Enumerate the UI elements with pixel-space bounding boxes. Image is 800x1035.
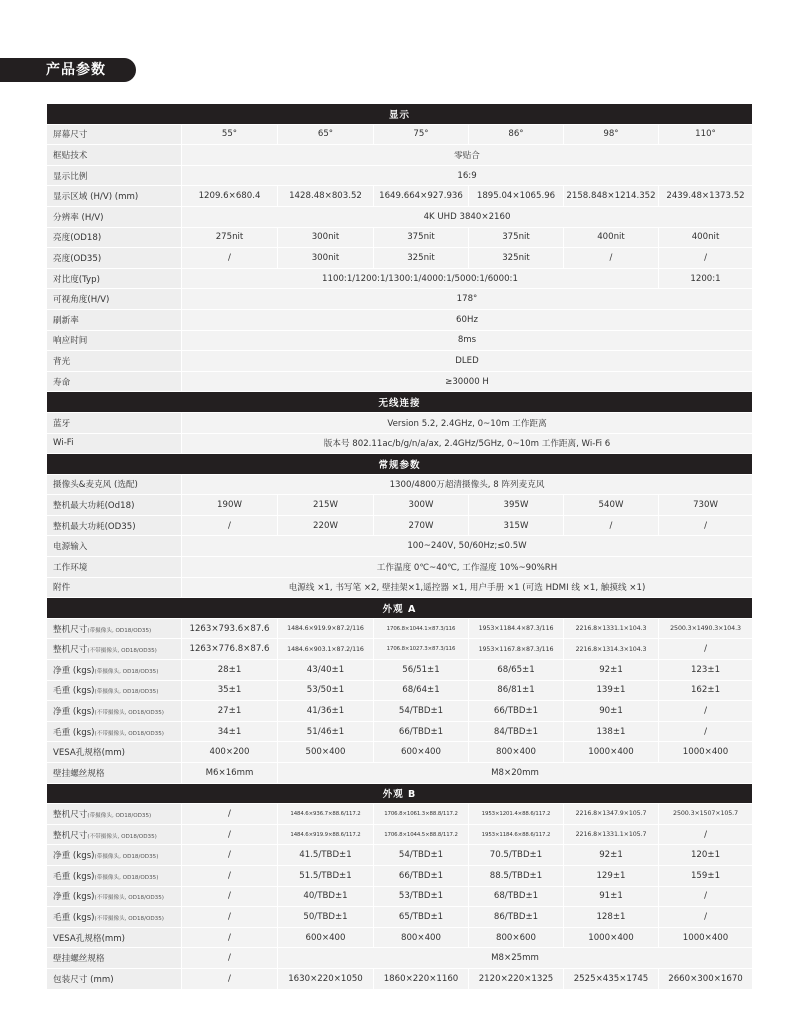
table-row: [47, 248, 753, 269]
table-cell: /: [182, 865, 278, 886]
table-cell: 325nit: [374, 248, 469, 269]
table-cell: 1649.664×927.936: [374, 186, 469, 207]
row-label: 摄像头&麦克风 (选配): [47, 474, 182, 495]
table-row: [47, 721, 753, 742]
table-cell: 92±1: [564, 845, 659, 866]
table-cell: 4K UHD 3840×2160: [182, 206, 753, 227]
table-cell: 88.5/TBD±1: [469, 865, 564, 886]
table-cell: 51/46±1: [278, 721, 374, 742]
section-title: 外观 A: [47, 598, 753, 619]
table-cell: 54/TBD±1: [374, 845, 469, 866]
table-cell: M8×20mm: [278, 763, 753, 784]
table-cell: 2120×220×1325: [469, 968, 564, 989]
table-row: [47, 227, 753, 248]
table-row: [47, 742, 753, 763]
table-cell: 300nit: [278, 248, 374, 269]
table-cell: 270W: [374, 515, 469, 536]
table-cell: 2158.848×1214.352: [564, 186, 659, 207]
section-title: 显示: [47, 104, 753, 125]
table-cell: 600×400: [278, 927, 374, 948]
table-cell: 86/TBD±1: [469, 907, 564, 928]
table-cell: 190W: [182, 495, 278, 516]
table-row: [47, 536, 753, 557]
table-cell: 395W: [469, 495, 564, 516]
table-cell: 1263×776.8×87.6: [182, 639, 278, 660]
row-label: 毛重 (kgs)(不带摄像头, OD18/OD35): [47, 907, 182, 928]
row-label: 整机最大功耗(OD35): [47, 515, 182, 536]
table-cell: 2216.8×1331.1×105.7: [564, 824, 659, 845]
table-cell: 2525×435×1745: [564, 968, 659, 989]
table-row: [47, 577, 753, 598]
table-row: [47, 701, 753, 722]
table-cell: /: [182, 804, 278, 825]
section-title: 无线连接: [47, 392, 753, 413]
table-cell: 70.5/TBD±1: [469, 845, 564, 866]
table-cell: /: [182, 248, 278, 269]
table-row: [47, 371, 753, 392]
table-cell: 139±1: [564, 680, 659, 701]
row-label: 净重 (kgs)(不带摄像头, OD18/OD35): [47, 701, 182, 722]
table-cell: 1200:1: [659, 268, 753, 289]
table-cell: 84/TBD±1: [469, 721, 564, 742]
table-row: [47, 907, 753, 928]
table-cell: 100~240V, 50/60Hz;≤0.5W: [182, 536, 753, 557]
table-row: [47, 124, 753, 145]
table-row: [47, 206, 753, 227]
table-cell: /: [659, 824, 753, 845]
table-cell: /: [182, 886, 278, 907]
row-label: 毛重 (kgs)(不带摄像头, OD18/OD35): [47, 721, 182, 742]
table-cell: 2660×300×1670: [659, 968, 753, 989]
table-cell: 275nit: [182, 227, 278, 248]
row-label-note: (不带摄像头, OD18/OD35): [94, 895, 164, 902]
page-title: 产品参数: [46, 62, 106, 78]
row-label: 可视角度(H/V): [47, 289, 182, 310]
section-header: [47, 104, 753, 125]
table-cell: 68/TBD±1: [469, 886, 564, 907]
table-cell: /: [659, 886, 753, 907]
row-label: 电源输入: [47, 536, 182, 557]
table-cell: 40/TBD±1: [278, 886, 374, 907]
table-cell: 28±1: [182, 660, 278, 681]
table-row: [47, 330, 753, 351]
table-row: [47, 145, 753, 166]
table-row: [47, 186, 753, 207]
table-cell: 1860×220×1160: [374, 968, 469, 989]
table-cell: 300W: [374, 495, 469, 516]
table-cell: 375nit: [374, 227, 469, 248]
table-cell: 138±1: [564, 721, 659, 742]
table-cell: /: [659, 639, 753, 660]
row-label-note: (不带摄像头, OD18/OD35): [94, 915, 164, 922]
table-cell: 123±1: [659, 660, 753, 681]
table-row: [47, 412, 753, 433]
table-cell: 540W: [564, 495, 659, 516]
table-cell: 1484.6×936.7×88.6/117.2: [278, 804, 374, 825]
table-cell: 220W: [278, 515, 374, 536]
table-row: [47, 865, 753, 886]
table-row: [47, 165, 753, 186]
table-row: [47, 557, 753, 578]
section-title: 常规参数: [47, 454, 753, 475]
spec-table: [46, 103, 753, 990]
section-header: [47, 598, 753, 619]
table-cell: 2216.8×1347.9×105.7: [564, 804, 659, 825]
table-cell: /: [564, 515, 659, 536]
row-label: 亮度(OD18): [47, 227, 182, 248]
table-cell: 65/TBD±1: [374, 907, 469, 928]
table-row: [47, 289, 753, 310]
table-cell: 75°: [374, 124, 469, 145]
table-cell: 1000×400: [564, 742, 659, 763]
table-cell: 56/51±1: [374, 660, 469, 681]
row-label-note: (带摄像头, OD18/OD35): [87, 812, 152, 819]
table-cell: 53/TBD±1: [374, 886, 469, 907]
table-cell: 43/40±1: [278, 660, 374, 681]
row-label: 整机尺寸(带摄像头, OD18/OD35): [47, 618, 182, 639]
table-cell: 800×400: [469, 742, 564, 763]
table-cell: 315W: [469, 515, 564, 536]
table-cell: 50/TBD±1: [278, 907, 374, 928]
table-cell: 8ms: [182, 330, 753, 351]
table-cell: 27±1: [182, 701, 278, 722]
row-label: 屏幕尺寸: [47, 124, 182, 145]
table-cell: 66/TBD±1: [374, 721, 469, 742]
row-label: 整机最大功耗(Od18): [47, 495, 182, 516]
table-cell: 500×400: [278, 742, 374, 763]
table-cell: 工作温度 0℃~40℃, 工作湿度 10%~90%RH: [182, 557, 753, 578]
table-cell: 86°: [469, 124, 564, 145]
table-cell: 66/TBD±1: [469, 701, 564, 722]
table-row: [47, 495, 753, 516]
table-cell: DLED: [182, 351, 753, 372]
row-label-note: (带摄像头, OD18/OD35): [94, 854, 159, 861]
table-cell: 1630×220×1050: [278, 968, 374, 989]
row-label: VESA孔规格(mm): [47, 927, 182, 948]
table-row: [47, 763, 753, 784]
table-cell: 800×600: [469, 927, 564, 948]
table-cell: 1953×1201.4×88.6/117.2: [469, 804, 564, 825]
page-title-bar: [0, 58, 136, 82]
table-cell: 159±1: [659, 865, 753, 886]
table-cell: Version 5.2, 2.4GHz, 0~10m 工作距离: [182, 412, 753, 433]
table-row: [47, 268, 753, 289]
section-title: 外观 B: [47, 783, 753, 804]
table-cell: /: [659, 701, 753, 722]
table-cell: 1706.8×1027.3×87.3/116: [374, 639, 469, 660]
table-row: [47, 886, 753, 907]
table-cell: /: [182, 907, 278, 928]
table-cell: 51.5/TBD±1: [278, 865, 374, 886]
table-cell: 2500.3×1507×105.7: [659, 804, 753, 825]
table-cell: 91±1: [564, 886, 659, 907]
table-cell: 1100:1/1200:1/1300:1/4000:1/5000:1/6000:1: [182, 268, 659, 289]
table-row: [47, 948, 753, 969]
table-cell: /: [182, 845, 278, 866]
row-label: 工作环境: [47, 557, 182, 578]
table-cell: 54/TBD±1: [374, 701, 469, 722]
table-cell: /: [182, 927, 278, 948]
table-row: [47, 824, 753, 845]
row-label: VESA孔规格(mm): [47, 742, 182, 763]
row-label: 净重 (kgs)(不带摄像头, OD18/OD35): [47, 886, 182, 907]
table-row: [47, 433, 753, 454]
table-cell: /: [182, 824, 278, 845]
table-cell: 1000×400: [659, 742, 753, 763]
table-cell: 1263×793.6×87.6: [182, 618, 278, 639]
table-cell: 16:9: [182, 165, 753, 186]
table-cell: 1000×400: [659, 927, 753, 948]
row-label: 附件: [47, 577, 182, 598]
table-cell: 60Hz: [182, 309, 753, 330]
row-label: 亮度(OD35): [47, 248, 182, 269]
table-cell: 版本号 802.11ac/b/g/n/a/ax, 2.4GHz/5GHz, 0~10m 工作距离, Wi-Fi 6: [182, 433, 753, 454]
table-cell: 98°: [564, 124, 659, 145]
table-cell: 1300/4800万超清摄像头, 8 阵列麦克风: [182, 474, 753, 495]
row-label: 背光: [47, 351, 182, 372]
table-cell: 92±1: [564, 660, 659, 681]
row-label: 刷新率: [47, 309, 182, 330]
row-label: 壁挂螺丝规格: [47, 763, 182, 784]
row-label: 包装尺寸 (mm): [47, 968, 182, 989]
table-row: [47, 639, 753, 660]
row-label-note: (带摄像头, OD18/OD35): [94, 874, 159, 881]
table-cell: 1484.6×919.9×87.2/116: [278, 618, 374, 639]
table-cell: /: [182, 968, 278, 989]
table-cell: 375nit: [469, 227, 564, 248]
row-label: 框贴技术: [47, 145, 182, 166]
section-header: [47, 454, 753, 475]
section-header: [47, 392, 753, 413]
table-cell: 2216.8×1314.3×104.3: [564, 639, 659, 660]
table-row: [47, 618, 753, 639]
table-row: [47, 845, 753, 866]
table-cell: /: [659, 248, 753, 269]
row-label-note: (带摄像头, OD18/OD35): [94, 668, 159, 675]
table-cell: 800×400: [374, 927, 469, 948]
table-cell: 1428.48×803.52: [278, 186, 374, 207]
table-cell: 400×200: [182, 742, 278, 763]
table-cell: /: [659, 515, 753, 536]
row-label: 整机尺寸(带摄像头, OD18/OD35): [47, 804, 182, 825]
row-label: 壁挂螺丝规格: [47, 948, 182, 969]
table-cell: 128±1: [564, 907, 659, 928]
row-label: Wi-Fi: [47, 433, 182, 454]
row-label: 净重 (kgs)(带摄像头, OD18/OD35): [47, 660, 182, 681]
table-cell: 1953×1167.8×87.3/116: [469, 639, 564, 660]
table-cell: 65°: [278, 124, 374, 145]
table-cell: ≥30000 H: [182, 371, 753, 392]
table-cell: 1000×400: [564, 927, 659, 948]
table-cell: M8×25mm: [278, 948, 753, 969]
table-cell: 1953×1184.4×87.3/116: [469, 618, 564, 639]
table-row: [47, 927, 753, 948]
table-cell: 300nit: [278, 227, 374, 248]
table-cell: 400nit: [564, 227, 659, 248]
row-label: 蓝牙: [47, 412, 182, 433]
table-cell: 2500.3×1490.3×104.3: [659, 618, 753, 639]
table-cell: 41/36±1: [278, 701, 374, 722]
table-cell: /: [659, 907, 753, 928]
table-cell: 120±1: [659, 845, 753, 866]
table-cell: /: [182, 948, 278, 969]
table-cell: 1484.6×903.1×87.2/116: [278, 639, 374, 660]
row-label: 毛重 (kgs)(带摄像头, OD18/OD35): [47, 865, 182, 886]
row-label: 寿命: [47, 371, 182, 392]
row-label: 对比度(Typ): [47, 268, 182, 289]
table-cell: 110°: [659, 124, 753, 145]
row-label: 显示区域 (H/V) (mm): [47, 186, 182, 207]
table-row: [47, 680, 753, 701]
table-cell: 215W: [278, 495, 374, 516]
table-cell: 34±1: [182, 721, 278, 742]
table-cell: 325nit: [469, 248, 564, 269]
table-cell: 162±1: [659, 680, 753, 701]
table-cell: 2216.8×1331.1×104.3: [564, 618, 659, 639]
table-cell: 1706.8×1061.3×88.8/117.2: [374, 804, 469, 825]
row-label-note: (不带摄像头, OD18/OD35): [87, 648, 157, 655]
table-cell: 1484.6×919.9×88.6/117.2: [278, 824, 374, 845]
table-cell: 86/81±1: [469, 680, 564, 701]
table-cell: 1706.8×1044.1×87.3/116: [374, 618, 469, 639]
table-row: [47, 804, 753, 825]
row-label-note: (不带摄像头, OD18/OD35): [94, 710, 164, 717]
section-header: [47, 783, 753, 804]
table-cell: 35±1: [182, 680, 278, 701]
table-cell: 400nit: [659, 227, 753, 248]
row-label: 毛重 (kgs)(带摄像头, OD18/OD35): [47, 680, 182, 701]
table-cell: 1895.04×1065.96: [469, 186, 564, 207]
table-cell: 68/65±1: [469, 660, 564, 681]
table-cell: /: [564, 248, 659, 269]
table-row: [47, 515, 753, 536]
table-cell: 129±1: [564, 865, 659, 886]
table-row: [47, 968, 753, 989]
table-cell: 55°: [182, 124, 278, 145]
row-label: 整机尺寸(不带摄像头, OD18/OD35): [47, 824, 182, 845]
table-cell: M6×16mm: [182, 763, 278, 784]
row-label-note: (不带摄像头, OD18/OD35): [87, 833, 157, 840]
table-cell: 178°: [182, 289, 753, 310]
table-cell: 53/50±1: [278, 680, 374, 701]
row-label: 净重 (kgs)(带摄像头, OD18/OD35): [47, 845, 182, 866]
row-label: 显示比例: [47, 165, 182, 186]
row-label: 整机尺寸(不带摄像头, OD18/OD35): [47, 639, 182, 660]
table-cell: 零贴合: [182, 145, 753, 166]
row-label: 分辨率 (H/V): [47, 206, 182, 227]
row-label-note: (不带摄像头, OD18/OD35): [94, 730, 164, 737]
table-cell: 电源线 ×1, 书写笔 ×2, 壁挂架×1,遥控器 ×1, 用户手册 ×1 (可选 HDMI 线 ×1, 触摸线 ×1): [182, 577, 753, 598]
table-cell: 1209.6×680.4: [182, 186, 278, 207]
table-cell: 600×400: [374, 742, 469, 763]
table-cell: 2439.48×1373.52: [659, 186, 753, 207]
table-row: [47, 474, 753, 495]
row-label: 响应时间: [47, 330, 182, 351]
row-label-note: (带摄像头, OD18/OD35): [94, 689, 159, 696]
table-cell: 1953×1184.6×88.6/117.2: [469, 824, 564, 845]
table-cell: /: [659, 721, 753, 742]
table-cell: 730W: [659, 495, 753, 516]
table-cell: 1706.8×1044.5×88.8/117.2: [374, 824, 469, 845]
row-label-note: (带摄像头, OD18/OD35): [87, 627, 152, 634]
table-cell: 66/TBD±1: [374, 865, 469, 886]
table-cell: 68/64±1: [374, 680, 469, 701]
table-row: [47, 309, 753, 330]
table-cell: /: [182, 515, 278, 536]
table-cell: 41.5/TBD±1: [278, 845, 374, 866]
table-cell: 90±1: [564, 701, 659, 722]
table-row: [47, 660, 753, 681]
table-row: [47, 351, 753, 372]
